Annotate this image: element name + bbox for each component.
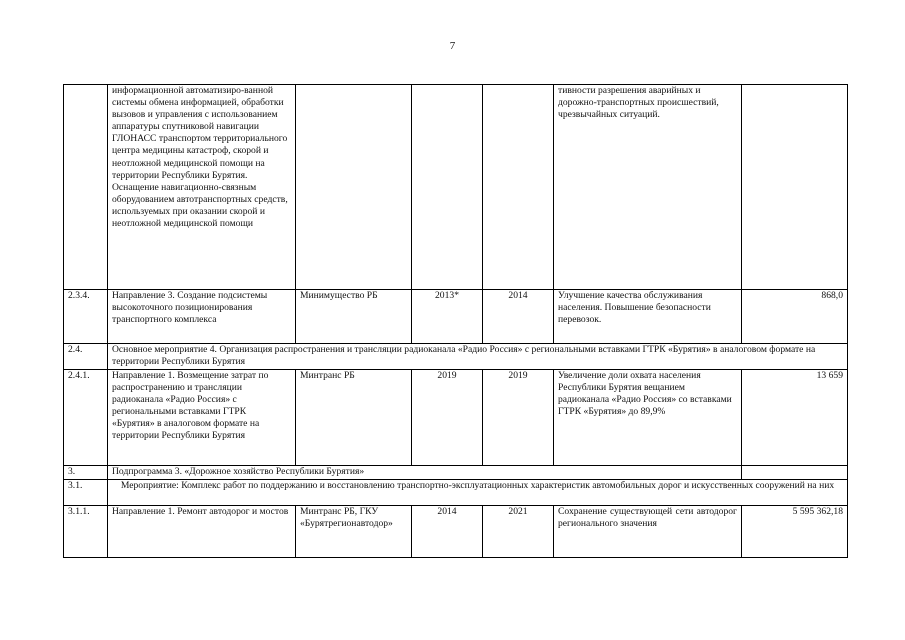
row-number: 3.1. <box>64 480 108 506</box>
end-year: 2014 <box>483 290 554 344</box>
row-number <box>64 85 108 290</box>
row-number: 2.3.4. <box>64 290 108 344</box>
executor: Минтранс РБ, ГКУ «Бурятрегионавтодор» <box>296 506 412 558</box>
page-number: 7 <box>449 40 456 52</box>
table-row <box>64 466 848 480</box>
funding-amount: 5 595 362,18 <box>742 506 848 558</box>
start-year <box>412 85 483 290</box>
expected-result: Сохранение существующей сети автодорог регионального значения <box>554 506 742 558</box>
executor: Минимущество РБ <box>296 290 412 344</box>
table-row <box>64 506 848 558</box>
table-row <box>64 344 848 370</box>
row-number: 2.4.1. <box>64 370 108 466</box>
start-year: 2014 <box>412 506 483 558</box>
row-number: 3. <box>64 466 108 480</box>
row-number: 2.4. <box>64 344 108 370</box>
table-row <box>64 480 848 506</box>
expected-result: Улучшение качества обслуживания населения. Повышение безопасности перевозок. <box>554 290 742 344</box>
funding-amount: 868,0 <box>742 290 848 344</box>
table-row <box>64 85 848 290</box>
measure-name: Направление 1. Возмещение затрат по распространению и трансляции радиоканала «Радио Россия» с региональными вставками ГТРК «Бурятия» в аналоговом формате на территории Республики Бурятия <box>108 370 296 466</box>
expected-result: Увеличение доли охвата населения Республики Бурятия вещанием радиоканала «Радио Россия» со вставками ГТРК «Бурятия» до 89,9% <box>554 370 742 466</box>
start-year: 2019 <box>412 370 483 466</box>
end-year: 2021 <box>483 506 554 558</box>
measure-heading: Мероприятие: Комплекс работ по поддержанию и восстановлению транспортно-эксплуатационных характеристик автомобильных дорог и искусственных сооружений на них <box>108 480 848 506</box>
row-number: 3.1.1. <box>64 506 108 558</box>
subprogram-heading: Подпрограмма 3. «Дорожное хозяйство Республики Бурятия» <box>108 466 742 480</box>
main-measure-heading: Основное мероприятие 4. Организация распространения и трансляции радиоканала «Радио Россия» с региональными вставками ГТРК «Бурятия» в аналоговом формате на территории Республики Бурятия <box>108 344 848 370</box>
funding-amount: 13 659 <box>742 370 848 466</box>
program-table <box>63 84 848 558</box>
table-row <box>64 370 848 466</box>
executor <box>296 85 412 290</box>
table-row <box>64 290 848 344</box>
end-year: 2019 <box>483 370 554 466</box>
funding-amount <box>742 85 848 290</box>
executor: Минтранс РБ <box>296 370 412 466</box>
expected-result: тивности разрешения аварийных и дорожно-транспортных происшествий, чрезвычайных ситуаций. <box>554 85 742 290</box>
end-year <box>483 85 554 290</box>
measure-name: информационной автоматизиро-ванной системы обмена информацией, обработки вызовов и управления с использованием аппаратуры спутниковой навигации ГЛОНАСС транспортом территориального центра медицины катастроф, скорой и неотложной медицинской помощи на территории Республики Бурятия. Оснащение навигационно-связным оборудованием автотранспортных средств, используемых при оказании скорой и неотложной медицинской помощи <box>108 85 296 290</box>
start-year: 2013* <box>412 290 483 344</box>
measure-name: Направление 3. Создание подсистемы высокоточного позиционирования транспортного комплекса <box>108 290 296 344</box>
measure-name: Направление 1. Ремонт автодорог и мостов <box>108 506 296 558</box>
empty-cell <box>742 466 848 480</box>
